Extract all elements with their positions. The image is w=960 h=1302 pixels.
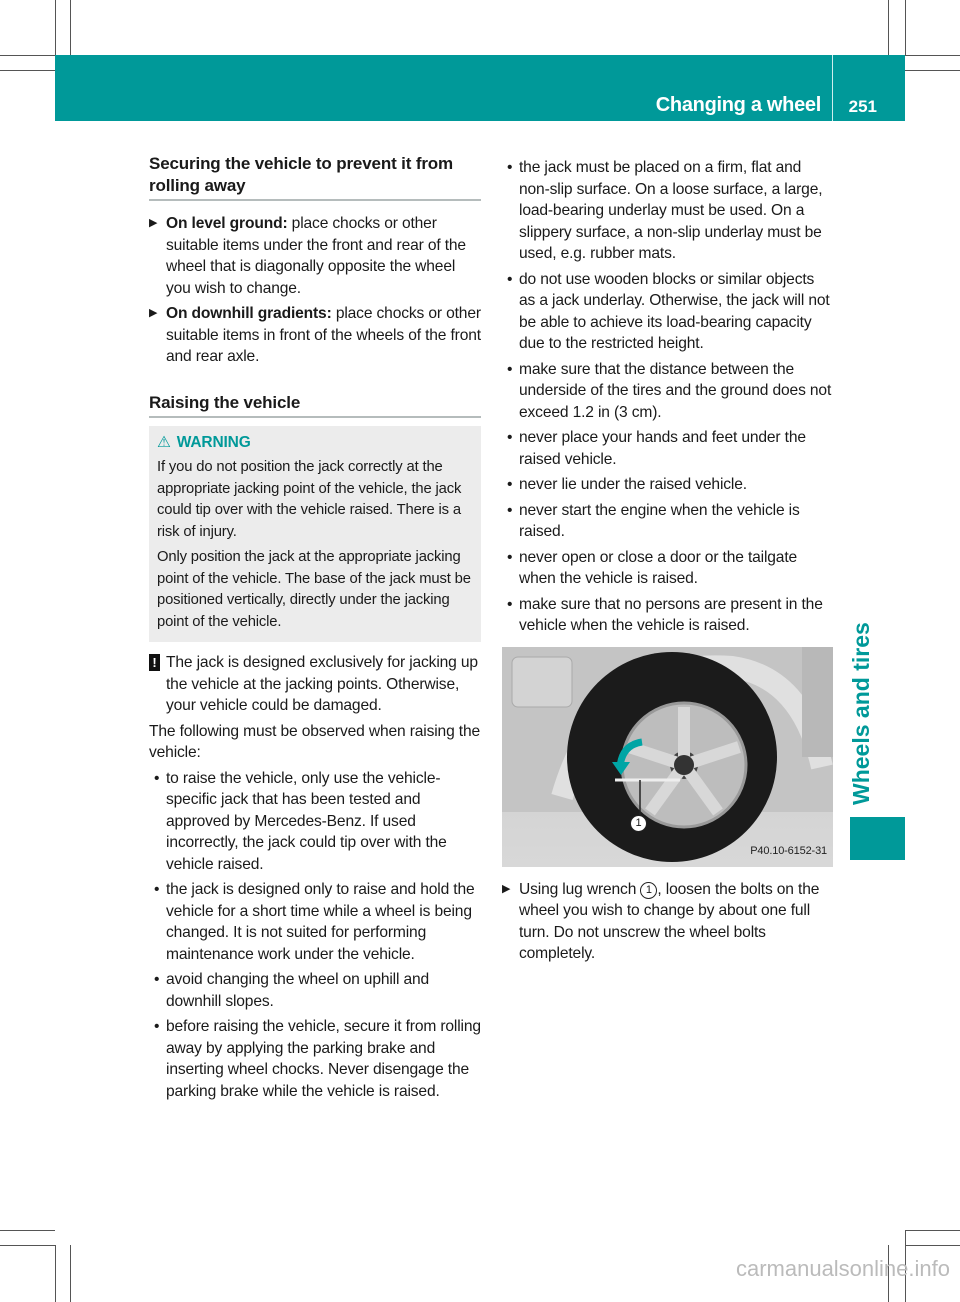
crop-mark [70, 0, 71, 55]
note-text: The jack is designed exclusively for jacking up the vehicle at the jacking points. Otherwise, your vehicle could be damaged. [166, 654, 478, 714]
crop-mark [0, 55, 55, 56]
crop-mark [0, 1245, 55, 1246]
arrow-right-icon: ▶ [149, 217, 158, 229]
callout-number: 1 [640, 882, 657, 899]
exclamation-icon: ! [149, 654, 160, 671]
warning-title: WARNING [176, 433, 251, 451]
instruction-step [149, 213, 481, 299]
watermark: carmanualsonline.info [735, 1256, 950, 1281]
wheel-illustration [502, 647, 833, 867]
instruction-step: ▶ Using lug wrench 1 , loosen the bolts on the wheel you wish to change by about one full turn. Do not unscrew the wheel bolts completely. [502, 880, 820, 962]
warning-text: Only position the jack at the appropriate jacking point of the vehicle. The base of the jack must be positioned vertically, directly under the jacking point of the vehicle. [157, 549, 471, 630]
crop-mark [905, 1230, 960, 1231]
list-item: • the jack is designed only to raise and hold the vehicle for a short time while a wheel is being changed. It is not suited for performing maintenance work under the vehicle. [154, 881, 475, 963]
list-item: • make sure that the distance between the underside of the tires and the ground does not exceed 1.2 in (3 cm). [507, 360, 832, 421]
header-divider [832, 55, 833, 121]
page-header [55, 55, 905, 121]
list-item: • never lie under the raised vehicle. [507, 476, 747, 493]
arrow-right-icon: ▶ [502, 882, 511, 895]
crop-mark [905, 0, 906, 55]
list-item: • the jack must be placed on a firm, flat and non-slip surface. On a loose surface, a large, load-bearing underlay must be used. On a slippery surface, a non-slip underlay must be used, e.g. rubber mats. [507, 159, 823, 262]
warning-text: If you do not position the jack correctly at the appropriate jacking point of the vehicle, the jack could tip over with the vehicle raised. There is a risk of injury. [157, 459, 462, 540]
list-item: • never open or close a door or the tailgate when the vehicle is raised. [507, 548, 798, 587]
right-column [502, 153, 834, 969]
step-text: place chocks or other suitable items in front of the wheels of the front and rear axle. [166, 305, 481, 365]
paragraph: The following must be observed when raising the vehicle: [149, 722, 481, 761]
wheel-drawing [502, 647, 833, 867]
list-item: • before raising the vehicle, secure it from rolling away by applying the parking brake and inserting wheel chocks. Never disengage the parking brake while the vehicle is raised. [154, 1018, 481, 1100]
list-item: • do not use wooden blocks or similar objects as a jack underlay. Otherwise, the jack will not be able to achieve its load-bearing capacity due to the restricted height. [507, 270, 830, 352]
section-tab-marker [850, 817, 905, 860]
instruction-step [149, 303, 481, 368]
crop-mark [888, 0, 889, 55]
step-label: On downhill gradients: [166, 305, 332, 322]
section-tab-label: Wheels and tires [848, 622, 874, 805]
crop-mark [0, 70, 55, 71]
left-column [149, 153, 481, 1106]
warning-triangle-icon: ⚠ [157, 433, 171, 451]
crop-mark [905, 55, 960, 56]
arrow-right-icon: ▶ [149, 307, 158, 319]
section-heading: Securing the vehicle to prevent it from rolling away [149, 153, 481, 201]
crop-mark [70, 1245, 71, 1302]
callout-number: 1 [630, 815, 647, 832]
crop-mark [905, 70, 960, 71]
list-item: • make sure that no persons are present in the vehicle when the vehicle is raised. [507, 595, 823, 634]
list-item: • to raise the vehicle, only use the vehicle-specific jack that has been tested and approved by Mercedes-Benz. If used incorrectly, the jack could tip over with the vehicle raised. [154, 769, 447, 873]
step-label: On level ground: [166, 215, 288, 232]
list-item: • never place your hands and feet under the raised vehicle. [507, 429, 806, 468]
list-item: • never start the engine when the vehicle is raised. [507, 501, 800, 540]
crop-mark [55, 1245, 56, 1302]
step-text: place chocks or other suitable items under the front and rear of the wheel that is diagonally opposite the wheel you wish to change. [166, 215, 466, 297]
section-heading: Raising the vehicle [149, 392, 481, 418]
crop-mark [0, 1230, 55, 1231]
crop-mark [55, 0, 56, 55]
note [149, 652, 481, 717]
chapter-title: Changing a wheel [655, 94, 821, 116]
list-item: • avoid changing the wheel on uphill and downhill slopes. [154, 971, 430, 1010]
page-number: 251 [848, 97, 877, 116]
warning-box [149, 426, 481, 643]
crop-mark [905, 1245, 960, 1246]
figure-code: P40.10-6152-31 [750, 845, 827, 857]
